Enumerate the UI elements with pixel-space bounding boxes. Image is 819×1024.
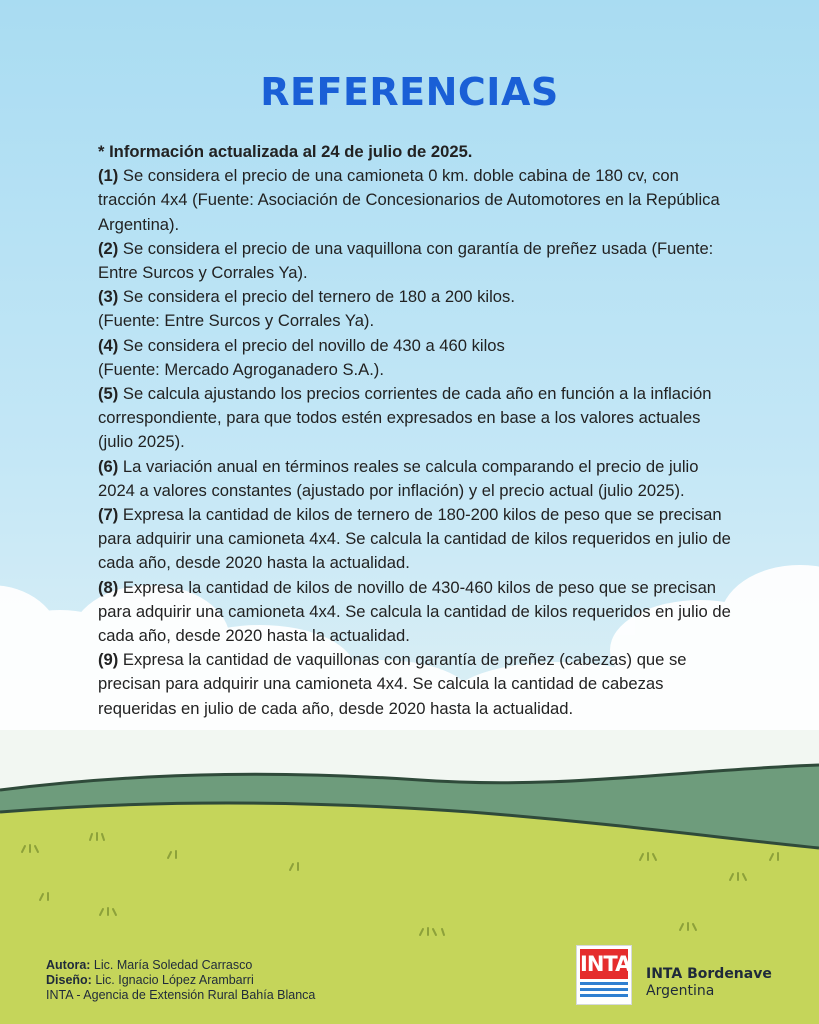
design-line bbox=[46, 973, 315, 988]
reference-text: Se considera el precio del novillo de 430 a 460 kilos (Fuente: Mercado Agroganadero S.A.). bbox=[98, 335, 505, 379]
brand-country: Argentina bbox=[646, 983, 715, 999]
reference-text: Expresa la cantidad de kilos de novillo de 430-460 kilos de peso que se precisan para adquirir una camioneta 4x4. Se calcula la cantidad de kilos requeridos en julio de cada año, desde 2020 hasta la actualidad. bbox=[98, 577, 731, 646]
reference-text: Se considera el precio del ternero de 180 a 200 kilos. (Fuente: Entre Surcos y Corrales Ya). bbox=[98, 287, 515, 331]
reference-number: (7) bbox=[98, 505, 119, 525]
author-label: Autora: bbox=[46, 958, 91, 972]
reference-number: (1) bbox=[98, 166, 119, 186]
reference-item bbox=[98, 648, 736, 721]
reference-text: Expresa la cantidad de vaquillonas con garantía de preñez (cabezas) que se precisan para adquirir una camioneta 4x4. Se calcula la cantidad de cabezas requeridas en julio de cada año, desde 2020 hasta la actualidad. bbox=[98, 650, 687, 718]
reference-number: (3) bbox=[98, 287, 119, 307]
references-list bbox=[98, 164, 736, 721]
inta-logo-stripes bbox=[580, 982, 628, 1000]
reference-number: (8) bbox=[98, 577, 119, 597]
brand-name: INTA Bordenave bbox=[646, 966, 772, 982]
designer-name: Lic. Ignacio López Arambarri bbox=[91, 973, 254, 987]
reference-text: La variación anual en términos reales se calcula comparando el precio de julio 2024 a valores constantes (ajustado por inflación) y el precio actual (julio 2025). bbox=[98, 456, 699, 500]
reference-number: (4) bbox=[98, 335, 119, 355]
design-label: Diseño: bbox=[46, 973, 92, 987]
reference-number: (6) bbox=[98, 456, 119, 476]
reference-text: Se considera el precio de una vaquillona con garantía de preñez usada (Fuente: Entre Surcos y Corrales Ya). bbox=[98, 238, 714, 283]
update-note: * Información actualizada al 24 de julio de 2025. bbox=[98, 142, 473, 161]
credits bbox=[46, 958, 315, 1003]
reference-item bbox=[98, 334, 736, 382]
author-name: Lic. María Soledad Carrasco bbox=[90, 958, 253, 972]
reference-item bbox=[98, 455, 736, 503]
reference-text: Se considera el precio de una camioneta 0 km. doble cabina de 180 cv, con tracción 4x4 (Fuente: Asociación de Concesionarios de Automotores en la República Argentina). bbox=[98, 166, 720, 234]
reference-item bbox=[98, 285, 736, 333]
reference-text: Expresa la cantidad de kilos de ternero de 180-200 kilos de peso que se precisan para adquirir una camioneta 4x4. Se calcula la cantidad de kilos requeridos en julio de cada año, desde 2020 hasta la actualidad. bbox=[98, 505, 731, 573]
reference-number: (9) bbox=[98, 650, 119, 670]
reference-item bbox=[98, 237, 736, 285]
agency-line: INTA - Agencia de Extensión Rural Bahía Blanca bbox=[46, 988, 316, 1002]
reference-text: Se calcula ajustando los precios corrientes de cada año en función a la inflación correspondiente, para que todos estén expresados en base a los valores actuales (julio 2025). bbox=[98, 384, 712, 452]
reference-item bbox=[98, 164, 736, 237]
reference-item bbox=[98, 503, 736, 576]
page-title: REFERENCIAS bbox=[260, 70, 559, 114]
inta-logo-text: INTA bbox=[580, 949, 628, 979]
references-block bbox=[98, 140, 736, 721]
brand-block bbox=[646, 966, 772, 1000]
inta-logo bbox=[576, 945, 632, 1005]
reference-number: (5) bbox=[98, 384, 119, 404]
reference-number: (2) bbox=[98, 238, 119, 258]
author-line bbox=[46, 958, 315, 973]
reference-item bbox=[98, 382, 736, 455]
reference-item bbox=[98, 576, 736, 649]
